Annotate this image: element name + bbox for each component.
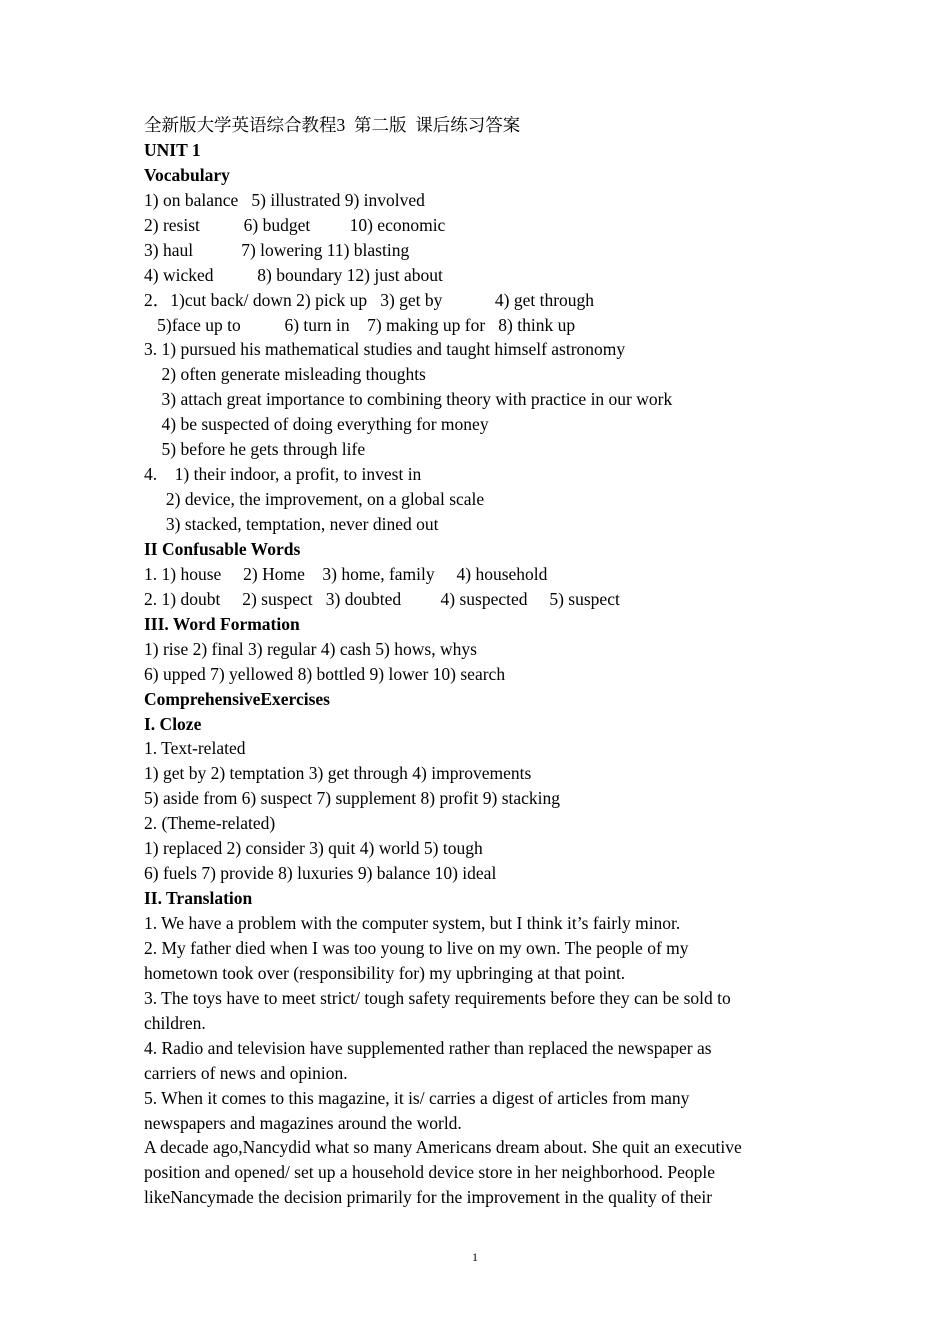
text-line: likeNancymade the decision primarily for the improvement in the quality of their [144, 1187, 713, 1208]
text-line: 2) device, the improvement, on a global scale [144, 489, 485, 510]
text-line: 2．1)cut back/ down 2) pick up 3) get by 4) get through [144, 289, 595, 310]
text-line: newspapers and magazines around the world. [144, 1112, 462, 1133]
vocabulary-heading: Vocabulary [144, 164, 230, 185]
translation-heading: II. Translation [144, 888, 253, 909]
text-line: 6) fuels 7) provide 8) luxuries 9) balance 10) ideal [144, 863, 497, 884]
cloze-heading: I. Cloze [144, 713, 202, 734]
text-line: 2) resist 6) budget 10) economic [144, 214, 446, 235]
text-line: 5) before he gets through life [144, 439, 366, 460]
vocabulary-section [144, 188, 824, 537]
text-line: 2. My father died when I was too young to live on my own. The people of my [144, 937, 689, 958]
text-line: 2. (Theme-related) [144, 813, 276, 834]
unit-heading: UNIT 1 [144, 139, 201, 160]
page-number: 1 [472, 1250, 478, 1264]
word-formation-section [144, 637, 824, 687]
text-line: 3. The toys have to meet strict/ tough safety requirements before they can be sold to [144, 987, 731, 1008]
text-line: 5) aside from 6) suspect 7) supplement 8) profit 9) stacking [144, 788, 561, 809]
cloze-section [144, 736, 824, 886]
text-line: 1. Text-related [144, 738, 246, 759]
text-line: 3) haul 7) lowering 11) blasting [144, 239, 410, 260]
text-line: 6) upped 7) yellowed 8) bottled 9) lower 10) search [144, 663, 506, 684]
text-line: 5. When it comes to this magazine, it is/ carries a digest of articles from many [144, 1087, 690, 1108]
text-line: 4) wicked 8) boundary 12) just about [144, 264, 443, 285]
comprehensive-exercises-heading: ComprehensiveExercises [144, 688, 330, 709]
confusable-words-section [144, 562, 824, 612]
text-line: 1) replaced 2) consider 3) quit 4) world 5) tough [144, 838, 483, 859]
document-body [144, 113, 824, 1210]
text-line: position and opened/ set up a household device store in her neighborhood. People [144, 1162, 716, 1183]
text-line: 1. We have a problem with the computer system, but I think it’s fairly minor. [144, 913, 681, 933]
word-formation-heading: III. Word Formation [144, 613, 300, 634]
text-line: 4. Radio and television have supplemented rather than replaced the newspaper as [144, 1037, 712, 1058]
document-title: 全新版大学英语综合教程3 第二版 课后练习答案 [144, 115, 521, 135]
text-line: 5)face up to 6) turn in 7) making up for 8) think up [144, 314, 576, 335]
text-line: A decade ago,Nancydid what so many Americans dream about. She quit an executive [144, 1137, 742, 1158]
text-line: carriers of news and opinion. [144, 1062, 348, 1083]
text-line: 4) be suspected of doing everything for money [144, 414, 489, 435]
text-line: 2) often generate misleading thoughts [144, 364, 426, 385]
text-line: 3) stacked, temptation, never dined out [144, 514, 439, 534]
text-line: 3. 1) pursued his mathematical studies and taught himself astronomy [144, 339, 626, 360]
text-line: hometown took over (responsibility for) my upbringing at that point. [144, 962, 626, 983]
text-line: 2. 1) doubt 2) suspect 3) doubted 4) suspected 5) suspect [144, 588, 620, 609]
text-line: 3) attach great importance to combining theory with practice in our work [144, 389, 673, 410]
text-line: 1) rise 2) final 3) regular 4) cash 5) hows, whys [144, 638, 477, 659]
confusable-words-heading: II Confusable Words [144, 538, 301, 559]
text-line: children. [144, 1012, 206, 1033]
text-line: 1) on balance 5) illustrated 9) involved [144, 189, 425, 210]
translation-section [144, 911, 824, 1210]
text-line: 1) get by 2) temptation 3) get through 4) improvements [144, 763, 532, 784]
text-line: 1. 1) house 2) Home 3) home, family 4) household [144, 563, 548, 584]
text-line: 4. 1) their indoor, a profit, to invest in [144, 464, 422, 485]
